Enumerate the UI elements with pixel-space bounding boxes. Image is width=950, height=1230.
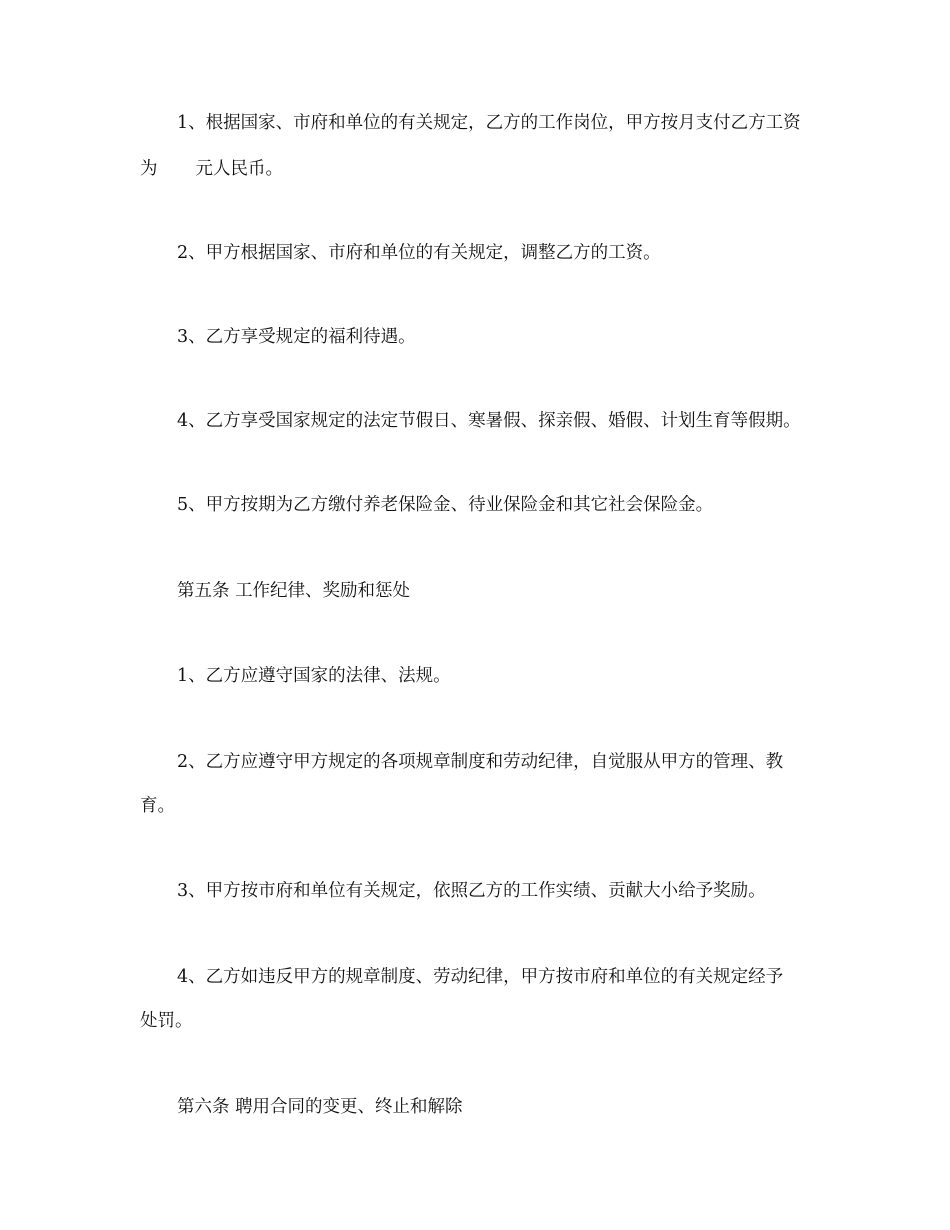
salary-clause-line-1: 1、根据国家、市府和单位的有关规定，乙方的工作岗位，甲方按月支付乙方工资 bbox=[177, 113, 801, 133]
salary-adjustment-clause: 2、甲方根据国家、市府和单位的有关规定，调整乙方的工资。 bbox=[177, 243, 661, 263]
section-5-heading: 第五条 工作纪律、奖励和惩处 bbox=[177, 581, 411, 601]
insurance-clause: 5、甲方按期为乙方缴付养老保险金、待业保险金和其它社会保险金。 bbox=[177, 495, 714, 515]
discipline-clause-line-2: 育。 bbox=[140, 796, 175, 816]
reward-clause: 3、甲方按市府和单位有关规定，依照乙方的工作实绩、贡献大小给予奖励。 bbox=[177, 881, 766, 901]
discipline-clause-line-1: 2、乙方应遵守甲方规定的各项规章制度和劳动纪律，自觉服从甲方的管理、教 bbox=[177, 752, 784, 772]
law-compliance-clause: 1、乙方应遵守国家的法律、法规。 bbox=[177, 666, 451, 686]
penalty-clause-line-1: 4、乙方如违反甲方的规章制度、劳动纪律，甲方按市府和单位的有关规定经予 bbox=[177, 967, 784, 987]
holiday-clause: 4、乙方享受国家规定的法定节假日、寒暑假、探亲假、婚假、计划生育等假期。 bbox=[177, 411, 801, 431]
salary-clause-prefix: 为 bbox=[140, 159, 158, 179]
section-6-heading: 第六条 聘用合同的变更、终止和解除 bbox=[177, 1097, 463, 1117]
salary-clause-suffix: 元人民币。 bbox=[195, 159, 283, 179]
salary-clause-line-2 bbox=[140, 158, 820, 180]
penalty-clause-line-2: 处罚。 bbox=[140, 1011, 193, 1031]
welfare-clause: 3、乙方享受规定的福利待遇。 bbox=[177, 327, 416, 347]
